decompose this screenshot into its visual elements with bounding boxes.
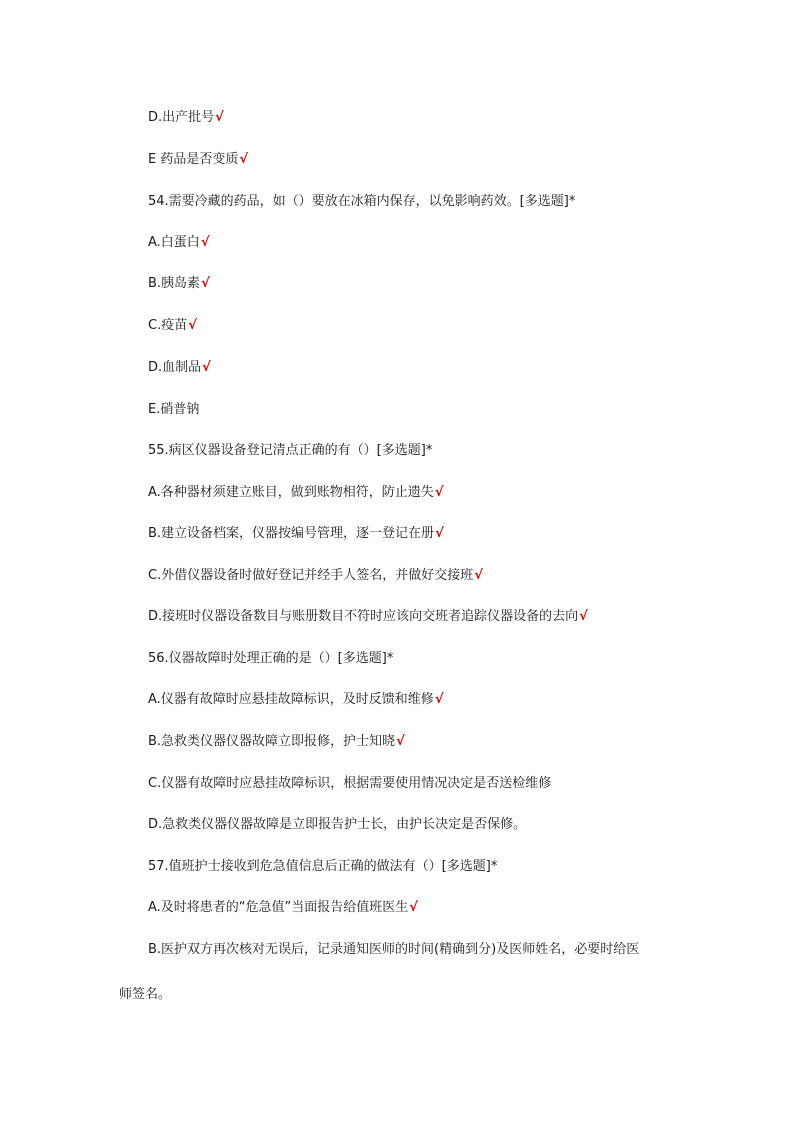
option-line: A.及时将患者的“危急值”当面报告给值班医生√ xyxy=(148,900,418,915)
checkmark-icon: √ xyxy=(200,235,210,250)
checkmark-icon: √ xyxy=(409,900,418,915)
option-line: C.仪器有故障时应悬挂故障标识，根据需要使用情况决定是否送检维修 xyxy=(148,776,552,791)
option-line: D.急救类仪器仪器故障是立即报告护士长，由护长决定是否保修。 xyxy=(148,817,527,832)
option-line: A.白蛋白√ xyxy=(148,235,210,250)
checkmark-icon: √ xyxy=(202,360,211,375)
checkmark-icon: √ xyxy=(435,526,444,541)
option-line: E.硝普钠 xyxy=(148,402,200,417)
question-line: 54.需要冷藏的药品，如（）要放在冰箱内保存，以免影响药效。[多选题]* xyxy=(148,194,576,209)
checkmark-icon: √ xyxy=(188,318,197,333)
option-line: E 药品是否变质√ xyxy=(148,152,249,167)
option-line: A.各种器材须建立账目，做到账物相符，防止遗失√ xyxy=(148,485,444,500)
option-line: D.出产批号√ xyxy=(148,110,224,125)
question-line: 57.值班护士接收到危急值信息后正确的做法有（）[多选题]* xyxy=(148,859,498,874)
option-line: A.仪器有故障时应悬挂故障标识，及时反馈和维修√ xyxy=(148,692,444,707)
question-line: 55.病区仪器设备登记清点正确的有（）[多选题]* xyxy=(148,443,433,458)
option-line: C.外借仪器设备时做好登记并经手人签名，并做好交接班√ xyxy=(148,568,483,583)
checkmark-icon: √ xyxy=(201,276,210,291)
checkmark-icon: √ xyxy=(215,110,224,125)
option-line: B.急救类仪器仪器故障立即报修，护士知晓√ xyxy=(148,734,405,749)
checkmark-icon: √ xyxy=(434,485,444,500)
option-line: B.胰岛素√ xyxy=(148,276,210,291)
question-line: 56.仪器故障时处理正确的是（）[多选题]* xyxy=(148,651,394,666)
option-line: D.血制品√ xyxy=(148,360,211,375)
option-line: D.接班时仪器设备数目与账册数目不符时应该向交班者追踪仪器设备的去向√ xyxy=(148,609,588,624)
option-line: B.医护双方再次核对无误后，记录通知医师的时间(精确到分)及医师姓名，必要时给医 xyxy=(148,942,640,957)
checkmark-icon: √ xyxy=(474,568,483,583)
option-line: C.疫苗√ xyxy=(148,318,197,333)
checkmark-icon: √ xyxy=(239,152,249,167)
option-line: B.建立设备档案，仪器按编号管理，逐一登记在册√ xyxy=(148,526,444,541)
checkmark-icon: √ xyxy=(396,734,405,749)
checkmark-icon: √ xyxy=(434,692,444,707)
option-line-continuation: 师签名。 xyxy=(119,987,172,1002)
checkmark-icon: √ xyxy=(579,609,588,624)
